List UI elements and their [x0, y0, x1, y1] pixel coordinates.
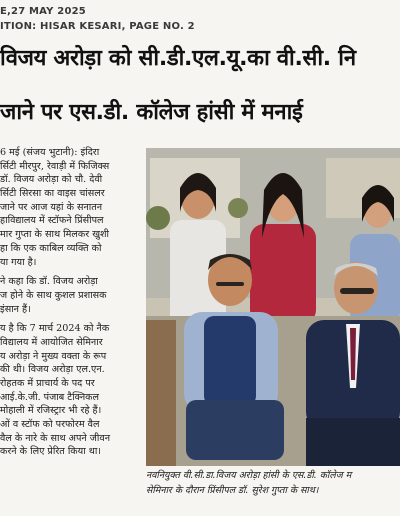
article-line: 6 मई (संजय भुटानी): इंदिरा	[0, 147, 100, 158]
headline-line-1: विजय अरोड़ा को सी.डी.एल.यू.का वी.सी. नि	[0, 46, 356, 71]
article-line: ओं व स्टॉफ को परफोरम वैल	[0, 419, 100, 431]
photo-caption	[146, 468, 400, 498]
clipping-date: E,27 MAY 2025	[0, 6, 86, 17]
article-line: आई.के.जी. पंजाब टैक्निकल	[0, 391, 100, 403]
article-line: इंसान हैं।	[0, 303, 31, 315]
article-line: मोहाली में रजिस्ट्रार भी रहे हैं।	[0, 405, 102, 417]
article-line: र्सिटी सिरसा का वाइस चांसलर	[0, 188, 105, 200]
news-photo	[146, 148, 400, 466]
headline-line-2: जाने पर एस.डी. कॉलेज हांसी में मनाई	[0, 100, 303, 125]
article-line: ज होने के साथ कुशल प्रशासक	[0, 289, 107, 301]
article-line: र्सिटी मीरपुर, रेवाड़ी में फिजिक्स	[0, 160, 110, 172]
caption-line-2: सेमिनार के दौरान प्रिंसीपल डॉ. सुरेश गुप्ता के साथ।	[146, 485, 319, 496]
caption-line-1: नवनियुक्त वी.सी.डा.विजय अरोड़ा हांसी के एस.डी. कॉलेज म	[146, 470, 352, 481]
article-line: य अरोड़ा ने मुख्य वक्ता के रूप	[0, 350, 107, 362]
article-line: रोहतक में प्राचार्य के पद पर	[0, 378, 95, 389]
article-line: हा कि एक काबिल व्यक्ति को	[0, 242, 102, 254]
article-body	[0, 146, 142, 459]
article-line: ने कहा कि डॉ. विजय अरोड़ा	[0, 276, 98, 288]
clipping-edition: ITION: HISAR KESARI, PAGE NO. 2	[0, 21, 195, 32]
article-line: वैल के नारे के साथ अपने जीवन	[0, 432, 111, 444]
article-line: हाविद्यालय में स्टॉफने प्रिंसीपल	[0, 215, 104, 227]
article-line: की थी। विजय अरोड़ा एल.एन.	[0, 364, 105, 376]
article-line: करने के लिए प्रेरित किया था।	[0, 446, 102, 458]
article-line: मार गुप्ता के साथ मिलकर खुशी	[0, 229, 110, 241]
article-line: डॉ. विजय अरोड़ा को चौ. देवी	[0, 174, 103, 186]
article-line: विद्यालय में आयोजित सेमिनार	[0, 336, 103, 348]
article-line: य है कि 7 मार्च 2024 को नैक	[0, 323, 110, 335]
article-line: जाने पर आज यहां के सनातन	[0, 201, 103, 213]
article-line: या गया है।	[0, 256, 37, 268]
